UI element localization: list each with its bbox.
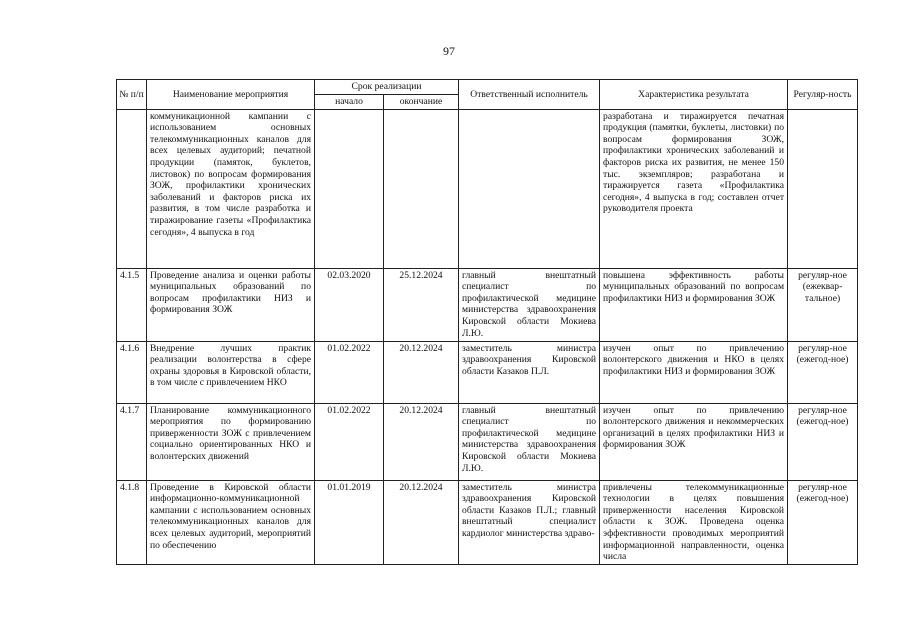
cell-regularity — [788, 109, 858, 268]
cell-start: 01.01.2019 — [315, 480, 384, 564]
cell-regularity: регуляр-ное (ежеквар-тальное) — [788, 268, 858, 341]
page-number: 97 — [443, 44, 455, 58]
cell-result: изучен опыт по привлечению волонтерского движения и некоммерческих организаций в целях профилактики НИЗ и формирования ЗОЖ — [600, 403, 788, 480]
cell-name: Проведение анализа и оценки работы муниципальных образований по вопросам профилактики НИЗ и формирования ЗОЖ — [147, 268, 315, 341]
cell-regularity: регуляр-ное (ежегод-ное) — [788, 341, 858, 403]
header-executor: Ответственный исполнитель — [459, 80, 600, 110]
cell-end: 20.12.2024 — [384, 403, 459, 480]
cell-num: 4.1.8 — [117, 480, 147, 564]
cell-start: 02.03.2020 — [315, 268, 384, 341]
cell-start — [315, 109, 384, 268]
cell-end: 20.12.2024 — [384, 341, 459, 403]
table-row — [117, 341, 858, 403]
cell-name: коммуникационной кампании с использованием основных телекоммуникационных каналов для всех целевых аудиторий; печатной продукции (памяток, буклетов, листовок) по вопросам формирования ЗОЖ, профилактики хронических заболеваний и факторов риска их развития, в том числе разработка и тиражирование газеты «Профилактика сегодня», 4 выпуска в год — [147, 109, 315, 268]
header-row — [117, 80, 858, 95]
cell-end: 20.12.2024 — [384, 480, 459, 564]
cell-executor — [459, 109, 600, 268]
header-result: Характеристика результата — [600, 80, 788, 110]
cell-end: 25.12.2024 — [384, 268, 459, 341]
cell-result: привлечены телекоммуникационные технологии в целях повышения приверженности населения Кировской области к ЗОЖ. Проведена оценка эффективности проводимых мероприятий информационной направленности, оценка числа — [600, 480, 788, 564]
table-row — [117, 268, 858, 341]
cell-start: 01.02.2022 — [315, 341, 384, 403]
header-regularity: Регуляр-ность — [788, 80, 858, 110]
table-row — [117, 109, 858, 268]
cell-name: Планирование коммуникационного мероприятия по формированию приверженности ЗОЖ с привлечением социально ориентированных НКО и волонтерских движений — [147, 403, 315, 480]
cell-num — [117, 109, 147, 268]
cell-executor: главный внештатный специалист по профилактической медицине министерства здравоохранения Кировской области Мокиева Л.Ю. — [459, 268, 600, 341]
activities-table — [116, 79, 858, 565]
cell-executor: главный внештатный специалист по профилактической медицине министерства здравоохранения Кировской области Мокиева Л.Ю. — [459, 403, 600, 480]
header-num: № п/п — [117, 80, 147, 110]
header-term: Срок реализации — [315, 80, 459, 95]
table-row — [117, 403, 858, 480]
cell-num: 4.1.7 — [117, 403, 147, 480]
cell-result: изучен опыт по привлечению волонтерского движения и НКО в целях профилактики НИЗ и формирования ЗОЖ — [600, 341, 788, 403]
cell-num: 4.1.6 — [117, 341, 147, 403]
cell-executor: заместитель министра здравоохранения Кировской области Казаков П.Л. — [459, 341, 600, 403]
cell-end — [384, 109, 459, 268]
cell-result: разработана и тиражируется печатная продукция (памятки, буклеты, листовки) по вопросам формирования ЗОЖ, профилактики хронических заболеваний и факторов риска их развития, не менее 150 тыс. экземпляров; разработана и тиражируется газета «Профилактика сегодня», 4 выпуска в год; составлен отчет руководителя проекта — [600, 109, 788, 268]
cell-regularity: регуляр-ное (ежегод-ное) — [788, 480, 858, 564]
header-end: окончание — [384, 95, 459, 110]
header-name: Наименование мероприятия — [147, 80, 315, 110]
header-start: начало — [315, 95, 384, 110]
table-row — [117, 480, 858, 564]
cell-name: Внедрение лучших практик реализации волонтерства в сфере охраны здоровья в Кировской области, в том числе с привлечением НКО — [147, 341, 315, 403]
cell-result: повышена эффективность работы муниципальных образований по вопросам профилактики НИЗ и формирования ЗОЖ — [600, 268, 788, 341]
cell-executor: заместитель министра здравоохранения Кировской области Казаков П.Л.; главный внештатный специалист кардиолог министерства здраво- — [459, 480, 600, 564]
cell-start: 01.02.2022 — [315, 403, 384, 480]
cell-num: 4.1.5 — [117, 268, 147, 341]
cell-regularity: регуляр-ное (ежегод-ное) — [788, 403, 858, 480]
cell-name: Проведение в Кировской области информационно-коммуникационной кампании с использованием основных телекоммуникационных каналов для всех целевых аудиторий, мероприятий по обеспечению — [147, 480, 315, 564]
